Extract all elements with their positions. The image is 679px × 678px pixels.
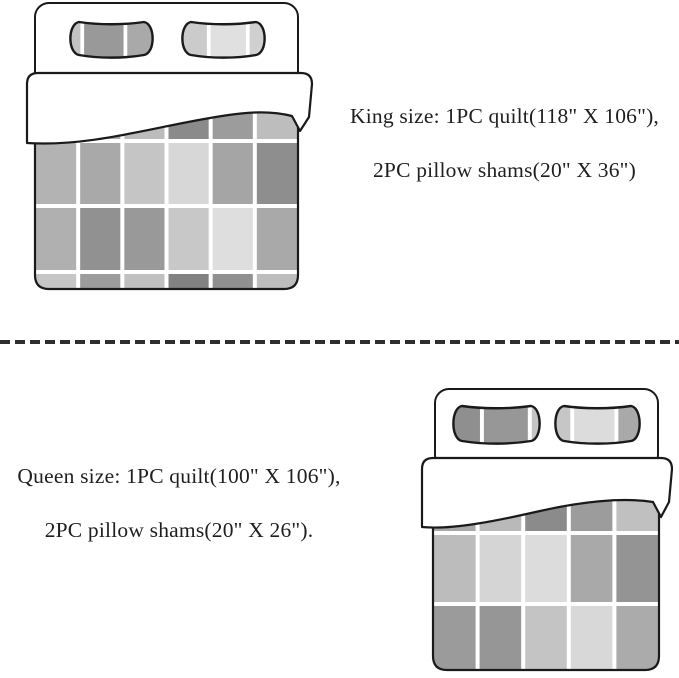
quilt-cell bbox=[169, 143, 209, 204]
quilt-cell bbox=[36, 143, 76, 204]
quilt-cell bbox=[257, 274, 297, 288]
quilt-cell bbox=[169, 274, 209, 288]
quilt-cell bbox=[169, 208, 209, 270]
quilt-cell bbox=[434, 535, 476, 602]
king-size-label bbox=[330, 104, 679, 182]
quilt-cell bbox=[257, 208, 297, 270]
quilt-cell bbox=[36, 274, 76, 288]
quilt-cell bbox=[124, 274, 164, 288]
quilt-cell bbox=[571, 606, 613, 669]
king-pillow-left bbox=[70, 17, 153, 60]
king-size-line2: 2PC pillow shams(20" X 36") bbox=[372, 158, 637, 182]
quilt-cell bbox=[434, 606, 476, 669]
quilt-cell bbox=[80, 274, 120, 288]
king-size-line1: King size: 1PC quilt(118" X 106"), bbox=[349, 104, 660, 128]
quilt-cell bbox=[525, 606, 567, 669]
quilt-cell bbox=[480, 606, 522, 669]
queen-size-label bbox=[0, 464, 358, 542]
quilt-cell bbox=[616, 535, 658, 602]
section-divider bbox=[0, 340, 679, 344]
quilt-cell bbox=[213, 143, 253, 204]
quilt-cell bbox=[124, 208, 164, 270]
quilt-cell bbox=[257, 143, 297, 204]
quilt-cell bbox=[213, 274, 253, 288]
queen-size-line2: 2PC pillow shams(20" X 26"). bbox=[44, 518, 314, 542]
king-bed-illustration bbox=[27, 3, 312, 289]
quilt-cell bbox=[480, 535, 522, 602]
quilt-cell bbox=[36, 208, 76, 270]
quilt-cell bbox=[124, 143, 164, 204]
king-pillow-right bbox=[182, 17, 265, 60]
quilt-cell bbox=[616, 606, 658, 669]
queen-pillow-right bbox=[555, 401, 640, 446]
quilt-cell bbox=[213, 208, 253, 270]
quilt-cell bbox=[80, 208, 120, 270]
queen-size-line1: Queen size: 1PC quilt(100" X 106"), bbox=[17, 464, 341, 488]
quilt-cell bbox=[571, 535, 613, 602]
queen-pillow-left bbox=[453, 401, 540, 446]
quilt-cell bbox=[525, 535, 567, 602]
quilt-cell bbox=[80, 143, 120, 204]
queen-bed-illustration bbox=[422, 389, 672, 670]
